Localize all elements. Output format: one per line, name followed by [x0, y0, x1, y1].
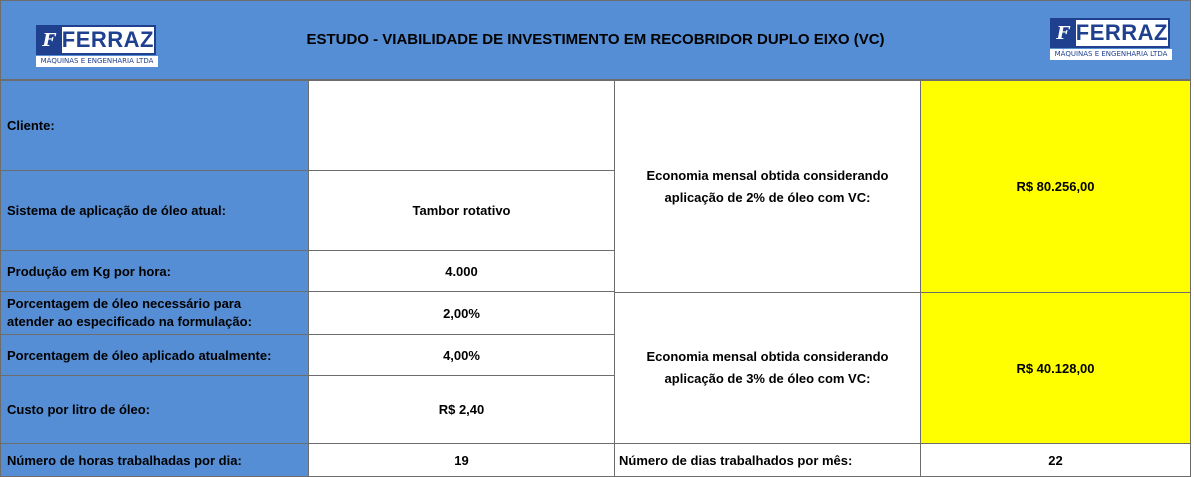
- horas-field[interactable]: 19: [308, 443, 615, 477]
- label-custo: Custo por litro de óleo:: [0, 375, 309, 444]
- label-cliente: Cliente:: [0, 80, 309, 171]
- label-porcentagem-necessaria: Porcentagem de óleo necessário para atender ao especificado na formulação:: [0, 291, 309, 335]
- label-dias: Número de dias trabalhados por mês:: [614, 443, 921, 477]
- porcentagem-necessaria-field[interactable]: 2,00%: [308, 291, 615, 335]
- label-sistema: Sistema de aplicação de óleo atual:: [0, 170, 309, 251]
- ferraz-logo-tagline: MÁQUINAS E ENGENHARIA LTDA: [36, 56, 158, 67]
- dias-field[interactable]: 22: [920, 443, 1191, 477]
- label-producao: Produção em Kg por hora:: [0, 250, 309, 292]
- economia-3-value: R$ 40.128,00: [920, 292, 1191, 444]
- label-porcentagem-atual: Porcentagem de óleo aplicado atualmente:: [0, 334, 309, 376]
- ferraz-logo-right: [1050, 18, 1172, 60]
- ferraz-logo-mark-icon: F: [36, 25, 62, 55]
- ferraz-logo-left: [36, 25, 158, 67]
- ferraz-logo-wordmark: FERRAZ: [62, 25, 156, 55]
- header-banner: [0, 0, 1191, 80]
- label-horas: Número de horas trabalhadas por dia:: [0, 443, 309, 477]
- ferraz-logo-wordmark: FERRAZ: [1076, 18, 1170, 48]
- economia-2-value: R$ 80.256,00: [920, 80, 1191, 293]
- page-title: ESTUDO - VIABILIDADE DE INVESTIMENTO EM RECOBRIDOR DUPLO EIXO (VC): [306, 31, 885, 48]
- ferraz-logo-mark-icon: F: [1050, 18, 1076, 48]
- custo-field[interactable]: R$ 2,40: [308, 375, 615, 444]
- ferraz-logo-tagline: MÁQUINAS E ENGENHARIA LTDA: [1050, 49, 1172, 60]
- porcentagem-atual-field[interactable]: 4,00%: [308, 334, 615, 376]
- economia-3-label: Economia mensal obtida considerando aplicação de 3% de óleo com VC:: [614, 292, 921, 444]
- producao-field[interactable]: 4.000: [308, 250, 615, 292]
- cliente-field[interactable]: [308, 80, 615, 171]
- sistema-field[interactable]: Tambor rotativo: [308, 170, 615, 251]
- economia-2-label: Economia mensal obtida considerando aplicação de 2% de óleo com VC:: [614, 80, 921, 293]
